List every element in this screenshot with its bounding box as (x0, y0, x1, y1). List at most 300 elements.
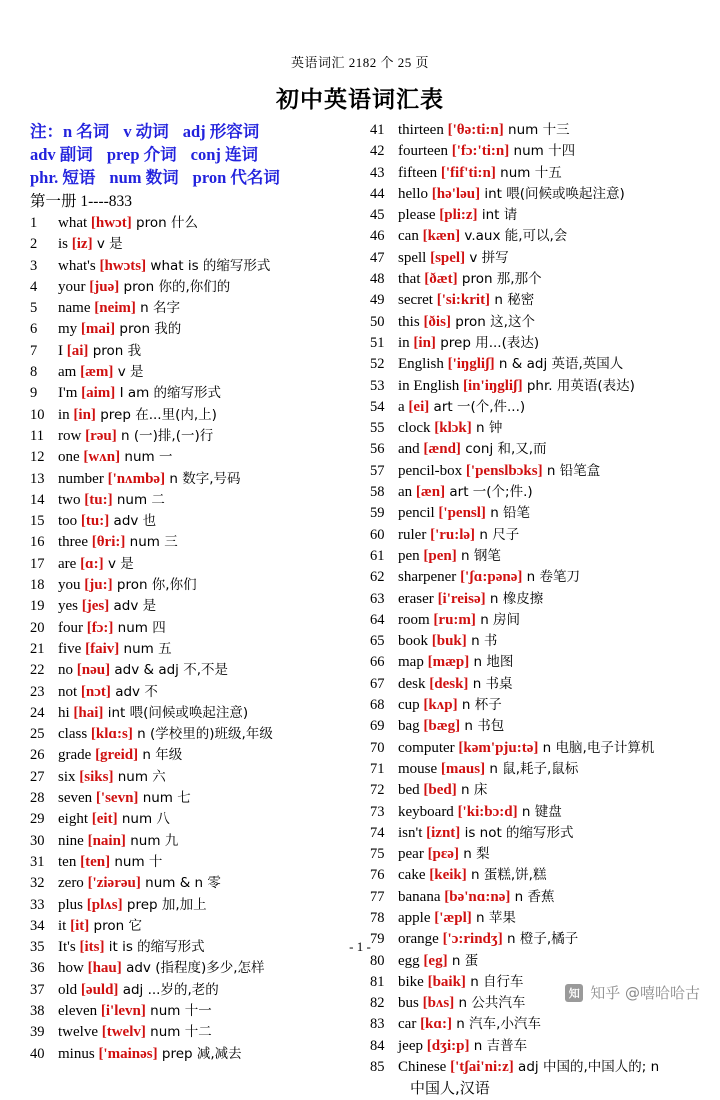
entry-definition-continued: 中国人,汉语 (410, 1079, 490, 1098)
vocabulary-entry (370, 887, 690, 908)
entry-number: 1 (30, 215, 38, 231)
entry-number: 80 (370, 952, 385, 969)
entry-phonetic: [eit] (91, 811, 118, 828)
entry-number: 55 (370, 420, 385, 437)
entry-phonetic: [kæn] (422, 228, 461, 245)
entry-word: in (398, 334, 414, 351)
entry-definition: n 苹果 (471, 909, 516, 926)
entry-number: 43 (370, 164, 385, 181)
entry-number: 4 (30, 278, 38, 295)
entry-body (398, 1057, 690, 1078)
entry-word: five (58, 640, 86, 657)
entry-word: can (398, 228, 423, 245)
entry-definition: n 汽车,小汽车 (452, 1016, 541, 1033)
entry-word: fourteen (398, 143, 452, 160)
entry-word: old (58, 981, 81, 998)
entry-word: my (58, 321, 81, 338)
entry-word: is (58, 236, 72, 253)
entry-body (398, 759, 690, 780)
entry-word: hello (398, 185, 432, 202)
entry-number: 47 (370, 249, 385, 266)
entry-body (398, 269, 690, 290)
entry-word: bag (398, 718, 424, 735)
entry-phonetic: ['tʃai'ni:z] (450, 1059, 514, 1076)
entry-body (398, 525, 690, 546)
entry-number: 67 (370, 675, 385, 692)
entry-number: 20 (30, 619, 45, 636)
entry-phonetic: ['mainəs] (98, 1045, 158, 1062)
vocabulary-entry (370, 354, 690, 375)
entry-definition: pron 什么 (131, 215, 198, 231)
entry-number: 9 (30, 385, 38, 402)
vocabulary-entry (370, 844, 690, 865)
entry-body (398, 418, 690, 439)
entry-definition: what is 的缩写形式 (146, 257, 271, 274)
entry-word: room (398, 611, 434, 628)
entry-word: that (398, 271, 425, 288)
entry-definition: n (一)排,(一)行 (116, 427, 214, 444)
entry-phonetic: [hwɔts] (99, 257, 147, 274)
entry-number: 81 (370, 973, 385, 990)
entry-number: 83 (370, 1016, 385, 1033)
entry-phonetic: [twelv] (101, 1024, 146, 1041)
entry-word: fifteen (398, 164, 441, 181)
vocabulary-entry (30, 447, 354, 468)
entry-body (398, 1014, 690, 1035)
entry-phonetic: [kʌp] (423, 697, 458, 714)
entry-number: 68 (370, 697, 385, 714)
vocabulary-entry (370, 802, 690, 823)
entry-number: 24 (30, 704, 45, 721)
entry-body (58, 724, 354, 745)
entry-number: 61 (370, 547, 385, 564)
entry-number: 33 (30, 896, 45, 913)
legend-item: pron 代名词 (192, 168, 280, 187)
entry-phonetic: [rəu] (85, 427, 117, 444)
entry-body (58, 319, 354, 340)
entry-phonetic: ['nʌmbə] (107, 470, 166, 487)
entry-phonetic: [ju:] (84, 577, 113, 594)
entry-definition: I am 的缩写形式 (115, 385, 222, 402)
entry-definition: n 蛋糕,饼,糕 (466, 867, 547, 884)
entry-definition: num 五 (119, 640, 172, 657)
vocabulary-entry (30, 426, 354, 447)
entry-body (58, 809, 354, 830)
entry-phonetic: [hau] (87, 960, 122, 977)
entry-word: and (398, 441, 424, 458)
abbreviation-legend (30, 120, 354, 189)
entry-word: a (398, 398, 409, 415)
entry-definition: num 十二 (145, 1024, 212, 1041)
legend-item: adj 形容词 (182, 122, 260, 141)
vocabulary-entry (30, 852, 354, 873)
entry-body (58, 1022, 354, 1043)
entry-number: 53 (370, 377, 385, 394)
entry-number: 79 (370, 931, 385, 948)
vocabulary-entry (30, 575, 354, 596)
entry-word: what (58, 215, 91, 231)
legend-item: prep 介词 (106, 145, 177, 164)
entry-number: 60 (370, 526, 385, 543)
entry-word: banana (398, 888, 445, 905)
entry-number: 72 (370, 782, 385, 799)
entry-body (398, 865, 690, 886)
entry-body (398, 248, 690, 269)
entry-word: mouse (398, 760, 441, 777)
entry-number: 46 (370, 228, 385, 245)
entry-definition: n 香蕉 (510, 888, 555, 905)
zhihu-logo-icon: 知 (565, 984, 583, 1002)
vocabulary-entry (30, 809, 354, 830)
entry-phonetic: [ai] (66, 342, 89, 359)
entry-number: 14 (30, 491, 45, 508)
entry-definition: num 十五 (495, 164, 562, 181)
entry-number: 82 (370, 995, 385, 1012)
entry-phonetic: ['æpl] (434, 909, 472, 926)
entry-definition: num 十 (110, 853, 163, 870)
entry-body (58, 256, 354, 277)
entry-word: cake (398, 867, 430, 884)
vocabulary-entry (30, 234, 354, 255)
entry-body (398, 631, 690, 652)
entry-definition: adv (指程度)多少,怎样 (121, 960, 265, 977)
entry-body (58, 1001, 354, 1022)
entry-body (398, 226, 690, 247)
vocabulary-entry (30, 554, 354, 575)
entry-number: 85 (370, 1059, 385, 1076)
vocabulary-entry (370, 439, 690, 460)
entry-body (58, 447, 354, 468)
legend-row-3 (30, 166, 354, 189)
entry-body (58, 980, 354, 1001)
entry-word: in (58, 406, 74, 423)
entry-definition: n 年级 (138, 747, 183, 764)
entry-phonetic: ['pensl] (438, 505, 486, 522)
entry-phonetic: [dʒi:p] (426, 1037, 470, 1054)
entry-number: 11 (30, 427, 44, 444)
entry-body (58, 277, 354, 298)
entry-number: 42 (370, 143, 385, 160)
entry-word: plus (58, 896, 87, 913)
entry-phonetic: [greid] (95, 747, 139, 764)
vocabulary-entry (30, 1022, 354, 1043)
entry-word: Chinese (398, 1059, 451, 1076)
vocabulary-entry (30, 639, 354, 660)
entry-definition: n 自行车 (465, 973, 524, 990)
entry-phonetic: [ænd] (423, 441, 461, 458)
legend-item: 注：n 名词 (30, 122, 110, 141)
entry-number: 2 (30, 236, 38, 253)
entry-phonetic: [in'iŋgliʃ] (463, 377, 523, 394)
entry-body (398, 780, 690, 801)
entry-definition: num 四 (113, 619, 166, 636)
entry-body (58, 745, 354, 766)
entry-word: pencil-box (398, 462, 466, 479)
legend-row-2 (30, 143, 354, 166)
entry-definition: adv 是 (109, 598, 157, 615)
entry-word: no (58, 662, 77, 679)
vocabulary-entry (370, 1057, 690, 1078)
entry-number: 10 (30, 406, 45, 423)
entry-number: 62 (370, 569, 385, 586)
entry-number: 30 (30, 832, 45, 849)
entry-word: your (58, 278, 90, 295)
entry-number: 32 (30, 875, 45, 892)
entry-definition: int 请 (477, 207, 518, 224)
entry-definition: num 九 (125, 832, 179, 849)
entry-body (398, 503, 690, 524)
section-label: 第一册 1----833 (30, 193, 133, 210)
entry-phonetic: ['sevn] (95, 790, 139, 807)
vocabulary-entry (370, 652, 690, 673)
entry-phonetic: [pɛə] (427, 846, 459, 863)
entry-number: 34 (30, 917, 45, 934)
entry-word: six (58, 768, 80, 785)
vocabulary-list-left (30, 213, 354, 1065)
entry-definition: n 杯子 (457, 697, 502, 714)
vocabulary-entry (30, 1044, 354, 1065)
entry-body (58, 234, 354, 255)
entry-definition: pron 这,这个 (450, 313, 535, 330)
entry-phonetic: [desk] (429, 675, 469, 692)
entry-definition: v 是 (113, 364, 144, 381)
entry-body (58, 1044, 354, 1065)
entry-word: in English (398, 377, 464, 394)
vocabulary-entry (370, 823, 690, 844)
entry-word: I (58, 342, 67, 359)
entry-number: 49 (370, 292, 385, 309)
entry-number: 84 (370, 1037, 385, 1054)
entry-word: egg (398, 952, 424, 969)
entry-phonetic: ['si:krit] (436, 292, 491, 309)
entry-number: 8 (30, 364, 38, 381)
entry-phonetic: ['ɔ:rindʒ] (442, 931, 503, 948)
entry-word: am (58, 364, 81, 381)
vocabulary-entry (370, 376, 690, 397)
entry-word: you (58, 577, 85, 594)
entry-definition: n 卷笔刀 (522, 569, 581, 586)
entry-phonetic: [aim] (81, 385, 116, 402)
entry-word: desk (398, 675, 430, 692)
entry-word: class (58, 726, 91, 743)
page-title: 初中英语词汇表 (276, 87, 444, 112)
entry-body (398, 823, 690, 844)
entry-word: pen (398, 547, 424, 564)
entry-body (58, 405, 354, 426)
entry-word: yes (58, 598, 82, 615)
entry-phonetic: ['ziərəu] (87, 875, 141, 892)
vocabulary-entry (370, 333, 690, 354)
vocabulary-entry (30, 660, 354, 681)
entry-body (398, 652, 690, 673)
entry-number: 70 (370, 739, 385, 756)
entry-body (58, 895, 354, 916)
entry-definition: adv 不 (110, 683, 158, 700)
entry-body (58, 703, 354, 724)
entry-phonetic: [iznt] (426, 824, 461, 841)
vocabulary-entry (30, 767, 354, 788)
entry-word: not (58, 683, 81, 700)
entry-body (58, 575, 354, 596)
entry-word: three (58, 534, 92, 551)
entry-word: grade (58, 747, 96, 764)
entry-body (398, 802, 690, 823)
entry-word: map (398, 654, 428, 671)
entry-body (398, 461, 690, 482)
vocabulary-entry (370, 610, 690, 631)
entry-body (58, 916, 354, 937)
vocabulary-entry (30, 405, 354, 426)
vocabulary-entry (370, 695, 690, 716)
vocabulary-entry (370, 908, 690, 929)
entry-body (398, 610, 690, 631)
entry-definition: n 书桌 (468, 675, 513, 692)
vocabulary-entry (30, 596, 354, 617)
entry-number: 51 (370, 334, 385, 351)
entry-number: 73 (370, 803, 385, 820)
vocabulary-entry (30, 532, 354, 553)
entry-phonetic: ['fif'ti:n] (440, 164, 496, 181)
entry-word: It's (58, 939, 80, 956)
entry-phonetic: [æm] (80, 364, 114, 381)
vocabulary-entry (370, 269, 690, 290)
entry-body (58, 554, 354, 575)
entry-word: spell (398, 249, 431, 266)
entry-definition: pron 你,你们 (112, 577, 197, 594)
vocabulary-entry (370, 163, 690, 184)
entry-word: book (398, 633, 432, 650)
entry-body (58, 383, 354, 404)
vocabulary-entry (370, 226, 690, 247)
entry-word: how (58, 960, 88, 977)
vocabulary-entry (370, 418, 690, 439)
entry-definition: n 书 (466, 633, 498, 650)
entry-definition: prep 用...(表达) (435, 334, 540, 351)
entry-phonetic: [nɔt] (80, 683, 111, 700)
entry-definition: art 一(个;件.) (445, 484, 533, 501)
entry-word: hi (58, 704, 74, 721)
entry-word: secret (398, 292, 437, 309)
entry-body (398, 333, 690, 354)
entry-number: 64 (370, 611, 385, 628)
entry-phonetic: [hwɔt] (90, 215, 132, 231)
entry-definition: it is 的缩写形式 (104, 939, 205, 956)
entry-phonetic: [pli:z] (439, 207, 478, 224)
entry-word: orange (398, 931, 443, 948)
entry-phonetic: ['ʃɑ:pənə] (460, 569, 523, 586)
legend-item: adv 副词 (30, 145, 93, 164)
entry-phonetic: [maus] (440, 760, 486, 777)
entry-number: 23 (30, 683, 45, 700)
entry-word: name (58, 300, 95, 317)
entry-phonetic: ['ki:bɔ:d] (457, 803, 518, 820)
entry-definition: pron 它 (89, 917, 142, 934)
entry-body (58, 511, 354, 532)
entry-body (58, 426, 354, 447)
entry-word: isn't (398, 824, 427, 841)
entry-number: 17 (30, 555, 45, 572)
entry-body (398, 120, 690, 141)
entry-body (398, 589, 690, 610)
entry-phonetic: [kɑ:] (420, 1016, 453, 1033)
vocabulary-entry (370, 738, 690, 759)
vocabulary-entry (30, 319, 354, 340)
entry-phonetic: ['penslbɔks] (465, 462, 543, 479)
entry-body (398, 290, 690, 311)
entry-phonetic: [faiv] (85, 640, 120, 657)
entry-word: pencil (398, 505, 439, 522)
entry-definition: prep 在...里(内,上) (95, 406, 217, 423)
entry-definition: num 二 (112, 491, 165, 508)
entry-phonetic: [nain] (87, 832, 126, 849)
entry-number: 66 (370, 654, 385, 671)
vocabulary-entry (30, 618, 354, 639)
entry-body (398, 674, 690, 695)
entry-number: 21 (30, 640, 45, 657)
entry-phonetic: [spel] (430, 249, 466, 266)
entry-number: 27 (30, 768, 45, 785)
entry-phonetic: [mæp] (427, 654, 470, 671)
entry-definition: n & adj 英语,英国人 (494, 356, 624, 373)
entry-phonetic: [buk] (431, 633, 467, 650)
legend-item: num 数词 (109, 168, 179, 187)
entry-body (58, 788, 354, 809)
entry-body (398, 1036, 690, 1057)
entry-word: eraser (398, 590, 438, 607)
entry-number: 48 (370, 271, 385, 288)
entry-definition: pron 你的,你们的 (119, 278, 231, 295)
entry-number: 54 (370, 398, 385, 415)
entry-phonetic: [ei] (408, 398, 430, 415)
entry-word: ten (58, 853, 81, 870)
entry-phonetic: [i'reisə] (437, 590, 486, 607)
entry-phonetic: [bæg] (423, 718, 461, 735)
entry-definition: v 拼写 (465, 249, 509, 266)
entry-number: 35 (30, 939, 45, 956)
vocabulary-entry (30, 895, 354, 916)
entry-number: 50 (370, 313, 385, 330)
entry-phonetic: [keik] (429, 867, 467, 884)
entry-definition: n 键盘 (517, 803, 562, 820)
vocabulary-entry (30, 703, 354, 724)
entry-number: 6 (30, 321, 38, 338)
entry-phonetic: [it] (70, 917, 90, 934)
entry-phonetic: [in] (73, 406, 96, 423)
entry-number: 38 (30, 1002, 45, 1019)
entry-phonetic: [eg] (423, 952, 448, 969)
entry-phonetic: ['iŋgliʃ] (447, 356, 495, 373)
vocabulary-entry (370, 290, 690, 311)
legend-row-1 (30, 120, 354, 143)
entry-definition: num 六 (113, 768, 166, 785)
vocabulary-entry (370, 589, 690, 610)
entry-number: 59 (370, 505, 385, 522)
entry-word: too (58, 513, 81, 530)
entry-number: 25 (30, 726, 45, 743)
entry-word: cup (398, 697, 424, 714)
entry-body (58, 469, 354, 490)
entry-word: bed (398, 782, 424, 799)
vocabulary-entry (370, 184, 690, 205)
entry-body (58, 958, 354, 979)
vocabulary-entry (30, 788, 354, 809)
entry-word: seven (58, 790, 96, 807)
entry-number: 28 (30, 790, 45, 807)
entry-definition: n 吉普车 (469, 1037, 528, 1054)
entry-definition: n 公共汽车 (454, 995, 526, 1012)
entry-phonetic: [juə] (89, 278, 120, 295)
entry-definition: num 七 (138, 790, 191, 807)
